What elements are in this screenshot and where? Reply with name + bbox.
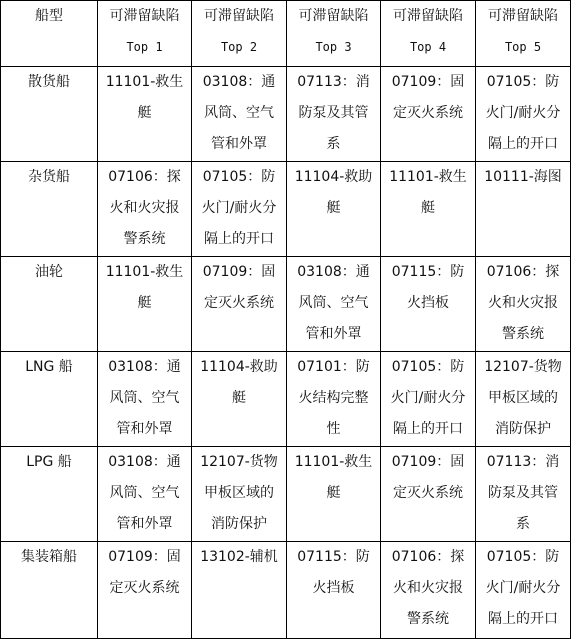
ship-type-label: 散货船 [28,74,70,90]
deficiency-cell [192,162,287,257]
deficiency-cell [381,542,476,639]
deficiency-cell [192,352,287,447]
header-ship-type-label: 船型 [35,8,63,24]
deficiency-text: 11101-救生艇 [389,169,467,216]
header-top-2 [192,1,287,67]
header-top-3-rank: Top 3 [315,40,352,54]
header-top-4-title: 可滞留缺陷 [393,8,463,24]
deficiency-text: 07115：防火挡板 [297,549,370,596]
deficiency-cell [98,162,192,257]
ship-type-label: LPG 船 [26,454,72,470]
deficiency-text: 07115：防火挡板 [391,264,465,311]
deficiency-cell [98,257,192,352]
deficiency-text: 03108：通风筒、空气管和外罩 [108,359,181,437]
deficiency-text: 13102-辅机 [200,549,278,565]
table-row-general-cargo [1,162,571,257]
table-row-container-ship [1,542,571,639]
ship-type-label: LNG 船 [25,359,73,375]
deficiency-cell [476,542,571,639]
deficiency-text: 10111-海图 [484,169,562,185]
header-top-4-rank: Top 4 [409,40,447,54]
header-top-2-title: 可滞留缺陷 [204,8,274,24]
ship-type-label: 杂货船 [28,169,70,185]
header-top-3-title: 可滞留缺陷 [298,8,369,24]
header-top-1 [98,1,192,67]
deficiency-text: 07106：探火和火灾报警系统 [391,549,465,627]
ship-type-label: 集装箱船 [21,549,77,565]
table-header-row [1,1,571,67]
deficiency-text: 03108：通风筒、空气管和外罩 [297,264,370,342]
deficiency-text: 07109：固定灭火系统 [391,74,465,121]
deficiency-text: 07113：消防泵及其管系 [297,74,370,152]
deficiency-cell [98,67,192,162]
header-top-4 [381,1,476,67]
deficiency-cell [476,67,571,162]
deficiency-text: 07109：固定灭火系统 [202,264,276,311]
deficiency-cell [192,67,287,162]
header-top-5-rank: Top 5 [504,40,542,54]
ship-type-cell [1,352,98,447]
deficiency-cell [287,257,381,352]
deficiency-text: 07101：防火结构完整性 [297,359,370,437]
deficiency-cell [381,352,476,447]
header-top-5-title: 可滞留缺陷 [488,8,558,24]
ship-type-cell [1,447,98,542]
table-row-lpg-carrier [1,447,571,542]
deficiency-text: 11101-救生艇 [294,454,373,501]
deficiency-cell [287,352,381,447]
table-row-oil-tanker [1,257,571,352]
deficiency-text: 07113：消防泵及其管系 [486,454,560,532]
deficiency-text: 12107-货物甲板区域的消防保护 [484,359,562,437]
deficiency-cell [287,542,381,639]
deficiency-text: 12107-货物甲板区域的消防保护 [200,454,278,532]
deficiency-text: 07109：固定灭火系统 [391,454,465,501]
header-top-2-rank: Top 2 [220,40,258,54]
deficiency-text: 03108：通风筒、空气管和外罩 [202,74,276,152]
ship-type-cell [1,542,98,639]
deficiency-cell [381,162,476,257]
deficiency-text: 11101-救生艇 [105,264,184,311]
deficiency-cell [98,447,192,542]
deficiency-text: 07105：防火门/耐火分隔上的开口 [485,549,561,627]
deficiency-text: 07105：防火门/耐火分隔上的开口 [201,169,277,247]
deficiency-text: 07105：防火门/耐火分隔上的开口 [485,74,561,152]
deficiency-text: 07109：固定灭火系统 [108,549,181,596]
deficiency-cell [476,447,571,542]
deficiency-cell [287,447,381,542]
deficiency-cell [192,542,287,639]
ship-type-cell [1,257,98,352]
deficiency-cell [287,162,381,257]
deficiency-cell [381,257,476,352]
header-ship-type [1,1,98,67]
deficiency-cell [192,447,287,542]
deficiency-cell [287,67,381,162]
deficiency-cell [476,257,571,352]
deficiency-text: 11101-救生艇 [105,74,184,121]
deficiency-cell [476,352,571,447]
deficiency-cell [381,67,476,162]
ship-type-cell [1,67,98,162]
deficiency-cell [381,447,476,542]
header-top-3 [287,1,381,67]
deficiency-cell [192,257,287,352]
table-row-lng-carrier [1,352,571,447]
deficiency-cell [98,542,192,639]
deficiency-text: 11104-救助艇 [294,169,373,216]
deficiency-text: 07105：防火门/耐火分隔上的开口 [390,359,466,437]
ship-type-label: 油轮 [35,264,63,280]
deficiency-cell [98,352,192,447]
deficiency-text: 07106：探火和火灾报警系统 [108,169,181,247]
deficiency-text: 07106：探火和火灾报警系统 [486,264,560,342]
header-top-5 [476,1,571,67]
header-top-1-title: 可滞留缺陷 [109,8,180,24]
ship-type-cell [1,162,98,257]
header-top-1-rank: Top 1 [126,40,163,54]
deficiency-text: 03108：通风筒、空气管和外罩 [108,454,181,532]
deficiency-text: 11104-救助艇 [200,359,278,406]
deficiency-cell [476,162,571,257]
table-row-bulk-carrier [1,67,571,162]
